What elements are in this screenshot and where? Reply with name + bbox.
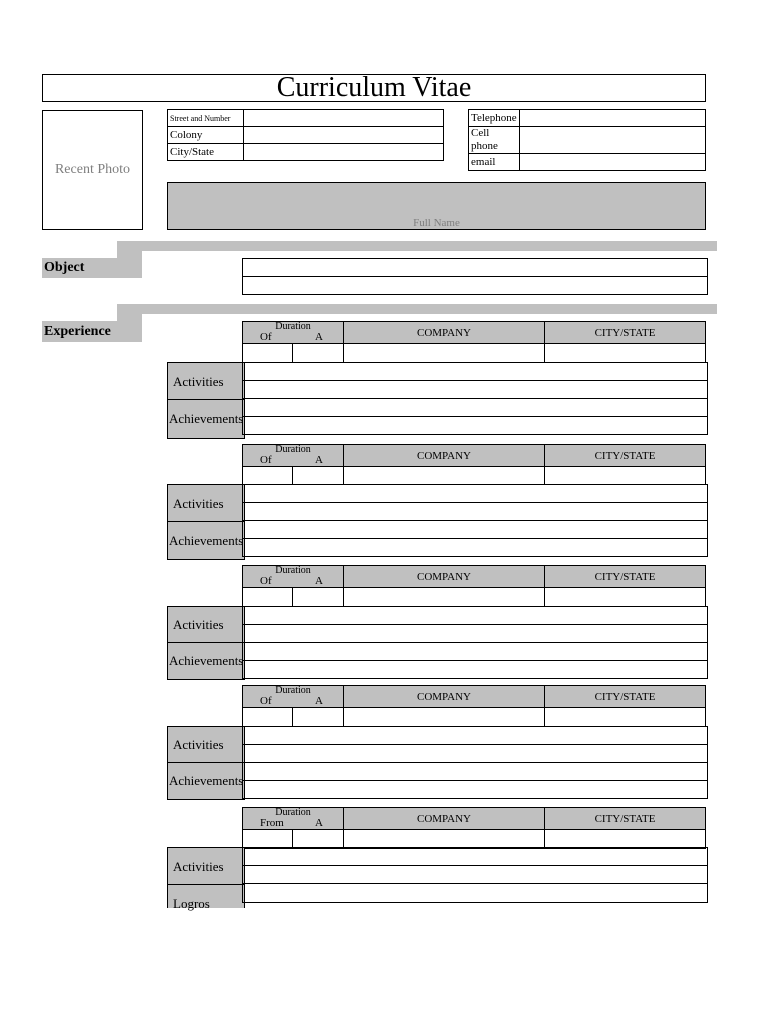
from-label: From (260, 817, 284, 829)
to-field[interactable] (293, 708, 344, 727)
street-field[interactable] (244, 110, 444, 127)
achievement-line[interactable] (243, 521, 707, 539)
from-field[interactable] (243, 467, 293, 485)
company-header: COMPANY (344, 566, 545, 588)
company-field[interactable] (344, 588, 545, 607)
to-field[interactable] (293, 588, 344, 607)
to-label: A (315, 575, 323, 587)
city-state-field[interactable] (545, 344, 706, 363)
object-heading: Object (42, 258, 142, 278)
company-header: COMPANY (344, 808, 545, 830)
from-field[interactable] (243, 830, 293, 849)
duration-header (243, 808, 344, 830)
to-field[interactable] (293, 344, 344, 363)
object-line[interactable] (243, 259, 707, 277)
experience-labels (167, 362, 245, 439)
experience-labels (167, 726, 245, 800)
to-field[interactable] (293, 467, 344, 485)
city-state-field[interactable] (545, 467, 706, 485)
duration-label: Duration (275, 565, 311, 576)
city-state-header: CITY/STATE (545, 808, 706, 830)
from-field[interactable] (243, 588, 293, 607)
duration-header (243, 566, 344, 588)
city-state-field[interactable] (244, 144, 444, 161)
experience-header-table (242, 565, 706, 607)
experience-block (167, 321, 706, 437)
experience-header-table (242, 444, 706, 485)
experience-lines[interactable] (242, 362, 708, 435)
experience-heading: Experience (42, 321, 142, 342)
email-label: email (469, 154, 520, 171)
experience-header-table (242, 321, 706, 363)
colony-label: Colony (168, 127, 244, 144)
street-label: Street and Number (168, 110, 244, 127)
achievement-line[interactable] (243, 643, 707, 661)
activities-label: Activities (168, 727, 244, 763)
experience-labels (167, 606, 245, 680)
experience-header-table (242, 807, 706, 849)
activity-line[interactable] (243, 625, 707, 643)
activity-line[interactable] (243, 607, 707, 625)
achievement-line[interactable] (243, 781, 707, 799)
duration-header (243, 686, 344, 708)
duration-label: Duration (275, 807, 311, 818)
company-field[interactable] (344, 467, 545, 485)
from-field[interactable] (243, 344, 293, 363)
colony-field[interactable] (244, 127, 444, 144)
activities-label: Activities (168, 485, 244, 522)
company-field[interactable] (344, 344, 545, 363)
experience-block (167, 807, 706, 911)
achievement-line[interactable] (243, 417, 707, 435)
experience-lines[interactable] (242, 847, 708, 903)
telephone-label: Telephone (469, 110, 520, 127)
company-header: COMPANY (344, 445, 545, 467)
achievements-label: Logros (173, 896, 210, 911)
from-field[interactable] (243, 708, 293, 727)
achievement-line[interactable] (243, 399, 707, 417)
company-field[interactable] (344, 708, 545, 727)
achievements-label: Achievements (169, 773, 244, 788)
section-divider-experience (117, 304, 717, 314)
experience-lines[interactable] (242, 484, 708, 557)
photo-label: Recent Photo (54, 162, 131, 177)
activity-line[interactable] (243, 381, 707, 399)
activity-line[interactable] (243, 727, 707, 745)
photo-placeholder[interactable] (42, 110, 143, 230)
from-label: Of (260, 454, 272, 466)
city-state-header: CITY/STATE (545, 686, 706, 708)
duration-label: Duration (275, 685, 311, 696)
activities-label: Activities (168, 363, 244, 400)
company-header: COMPANY (344, 322, 545, 344)
company-header: COMPANY (344, 686, 545, 708)
contact-table (468, 109, 706, 171)
section-divider-object (117, 241, 717, 251)
activity-line[interactable] (243, 363, 707, 381)
achievements-label: Achievements (169, 533, 244, 548)
duration-label: Duration (275, 444, 311, 455)
achievement-line[interactable] (243, 661, 707, 679)
experience-block (167, 685, 706, 798)
experience-block (167, 565, 706, 678)
full-name-label: Full Name (413, 217, 460, 229)
duration-label: Duration (275, 321, 311, 332)
duration-header (243, 322, 344, 344)
achievement-line[interactable] (243, 763, 707, 781)
city-state-label: City/State (168, 144, 244, 161)
achievement-line[interactable] (243, 884, 707, 902)
city-state-header: CITY/STATE (545, 322, 706, 344)
city-state-field[interactable] (545, 708, 706, 727)
duration-header (243, 445, 344, 467)
to-label: A (315, 817, 323, 829)
company-field[interactable] (344, 830, 545, 849)
experience-header-table (242, 685, 706, 727)
to-label: A (315, 695, 323, 707)
activity-line[interactable] (243, 866, 707, 884)
city-state-header: CITY/STATE (545, 445, 706, 467)
to-label: A (315, 331, 323, 343)
from-label: Of (260, 575, 272, 587)
object-line[interactable] (243, 277, 707, 295)
email-field[interactable] (520, 154, 706, 171)
experience-block (167, 444, 706, 558)
city-state-field[interactable] (545, 830, 706, 849)
activity-line[interactable] (243, 503, 707, 521)
city-state-field[interactable] (545, 588, 706, 607)
to-label: A (315, 454, 323, 466)
activity-line[interactable] (243, 745, 707, 763)
activity-line[interactable] (243, 485, 707, 503)
achievements-label: Achievements (169, 653, 244, 668)
to-field[interactable] (293, 830, 344, 849)
experience-labels (167, 847, 245, 911)
address-table (167, 109, 444, 161)
cellphone-label: Cell phone (469, 127, 520, 154)
experience-lines[interactable] (242, 726, 708, 799)
telephone-field[interactable] (520, 110, 706, 127)
city-state-header: CITY/STATE (545, 566, 706, 588)
activities-label: Activities (168, 607, 244, 643)
from-label: Of (260, 695, 272, 707)
experience-lines[interactable] (242, 606, 708, 679)
activities-label: Activities (168, 848, 244, 885)
cellphone-field[interactable] (520, 127, 706, 154)
full-name-field[interactable] (167, 182, 706, 230)
experience-labels (167, 484, 245, 560)
document-title: Curriculum Vitae (42, 74, 706, 102)
achievements-label: Achievements (169, 411, 244, 426)
from-label: Of (260, 331, 272, 343)
object-lines[interactable] (242, 258, 708, 295)
achievement-line[interactable] (243, 539, 707, 557)
activity-line[interactable] (243, 848, 707, 866)
